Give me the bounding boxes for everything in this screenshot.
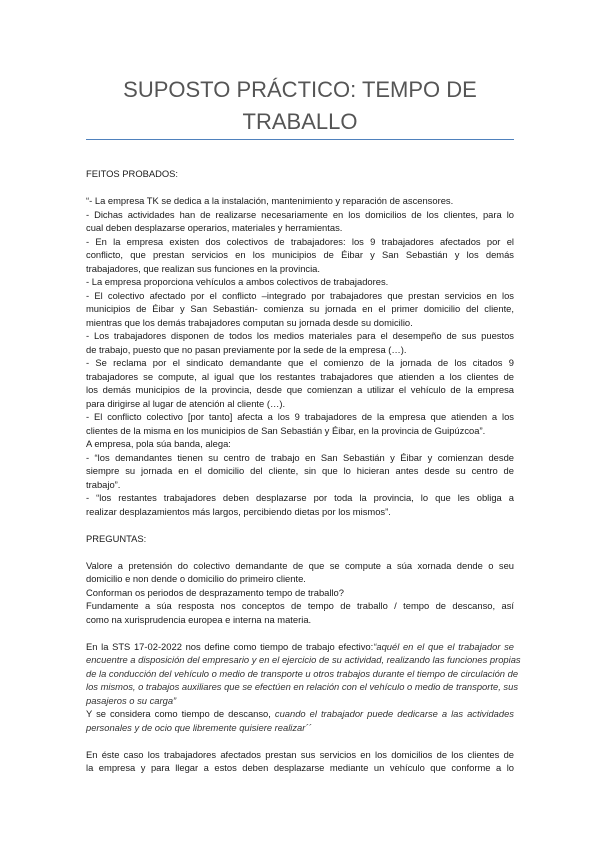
text-line [86,667,519,681]
proven-fact [86,491,514,518]
text-line: trabajo”. [86,478,121,490]
text-line: - La empresa proporciona vehículos a ambos colectivos de trabajadores. [86,276,389,287]
blank-line [86,545,514,559]
text-line: realizar desplazamientos más largos, percibiendo dietas por los mismos”. [86,505,391,517]
proven-fact [86,235,514,276]
text-line [86,680,519,694]
blank-line [86,734,514,748]
text-line: conflicto, que prestan servicios en los municipios de Éibar y San Sebastián y los demás [86,249,514,260]
text-line: mientras que los demás trabajadores computan su jornada desde su domicilio. [86,316,413,328]
text-line: - En la empresa existen dos colectivos de trabajadores: los 9 trabajadores afectados por el [86,235,514,247]
text-line [86,721,514,735]
proven-fact [86,194,514,208]
section-heading: PREGUNTAS: [86,532,147,544]
text-line: Fundamente a súa resposta nos conceptos de tempo de traballo / tempo de descanso, así [86,600,514,611]
text-line: clientes de la misma en los municipios de San Sebastián y Éibar, en la provincia de Guipúzcoa”. [86,424,486,436]
proven-fact [86,289,514,330]
blank-line [86,626,514,640]
proven-fact [86,208,514,235]
text-line: municipios de Éibar y San Sebastián- comienza su jornada en el primer domicilio del cliente, [86,303,514,314]
text-line: domicilio e non dende o domicilio do primeiro cliente. [86,573,306,584]
blank-line [86,518,514,532]
italic-quote: de la conducción del vehículo o medio de transporte u otros trabajos durante el tiempo de circulación de [86,667,519,679]
text-line: para dirigirse al lugar de atención al cliente (…). [86,397,286,409]
proven-fact [86,410,514,437]
italic-quote: cuando el trabajador puede dedicarse a las actividades [274,708,514,719]
text-line: Valore a pretensión do colectivo demandante de que se compute a súa xornada dende o seu [86,559,514,571]
question [86,586,514,600]
text-line: “- La empresa TK se dedica a la instalación, mantenimiento y reparación de ascensores. [86,195,454,206]
answer-paragraph [86,748,514,775]
proven-fact [86,275,514,289]
roman-text: Y se considera como tiempo de descanso, [86,708,275,719]
italic-quote: “aquél en el que el trabajador se [373,640,515,652]
roman-text: En la STS 17-02-2022 nos define como tiempo de trabajo efectivo: [86,640,374,652]
italic-quote: personales y de ocio que libremente quisiere realizar´´ [86,721,312,733]
italic-quote: los mismos, o trabajos auxiliares que se efectúen en relación con el vehículo o medio de transporte, sus [86,681,519,692]
italic-quote: pasajeros o su carga” [86,694,177,706]
text-line: En éste caso los trabajadores afectados prestan sus servicios en los domicilios de los clientes de [86,748,514,760]
text-line: - Se reclama por el sindicato demandante que el comienzo de la jornada de los citados 9 [86,357,514,368]
text-line: - “los restantes trabajadores deben desplazarse por toda la provincia, lo que les obliga a [86,492,514,503]
section-heading: FEITOS PROBADOS: [86,168,179,179]
text-line: de trabajo, puesto que no pasan previamente por la sede de la empresa (…). [86,343,407,355]
text-line: - El conflicto colectivo [por tanto] afecta a los 9 trabajadores de la empresa que atienden a los [86,411,514,422]
text-line: como na xurisprudencia europea e interna na materia. [86,613,312,625]
text-line: trabajadores, que realizan sus funciones en la provincia. [86,262,320,274]
text-line: trabajadores se compute, al igual que los restantes trabajadores que atienden a los clientes de [86,370,514,382]
proven-fact [86,437,514,451]
text-line: cual deben desplazarse operarios, materiales y herramientas. [86,222,343,233]
text-line: A empresa, pola súa banda, alega: [86,438,231,449]
text-line [86,653,521,667]
text-line: la empresa y para llegar a estos deben desplazarse mediante un vehículo que conforme a lo [86,762,514,773]
proven-fact [86,356,514,410]
question [86,599,514,626]
sts-definition [86,640,521,735]
proven-fact [86,451,514,492]
text-line: Conforman os periodos de desprazamento tempo de traballo? [86,586,344,598]
italic-quote: encuentre a disposición del empresario y en el ejercicio de su actividad, realizando las funciones propias [86,654,521,665]
title-line-2: TRABALLO [242,109,358,134]
proven-fact [86,329,514,356]
question [86,559,514,586]
blank-line [86,181,514,195]
text-line: - Dichas actividades han de realizarse necesariamente en los domicilios de los clientes, para lo [86,208,514,220]
document-title [86,74,514,138]
text-line [86,694,514,708]
text-line: - Los trabajadores disponen de todos los medios materiales para el desempeño de sus puestos [86,330,514,341]
document-body [86,167,521,775]
text-line [86,707,514,721]
text-line: - El colectivo afectado por el conflicto –integrado por trabajadores que prestan servicios en los [86,289,514,301]
text-line: siempre su jornada en el domicilio del cliente, sin que lo hicieran antes desde su centro de [86,465,514,476]
text-line: los demás municipios de la provincia, desde que comienzan a utilizar el vehículo de la empresa [86,384,514,395]
title-line-1: SUPOSTO PRÁCTICO: TEMPO DE [123,77,477,102]
text-line: - “los demandantes tienen su centro de trabajo en San Sebastián y Éibar y comienzan desde [86,451,514,463]
title-divider [86,139,514,140]
text-line [86,640,514,654]
